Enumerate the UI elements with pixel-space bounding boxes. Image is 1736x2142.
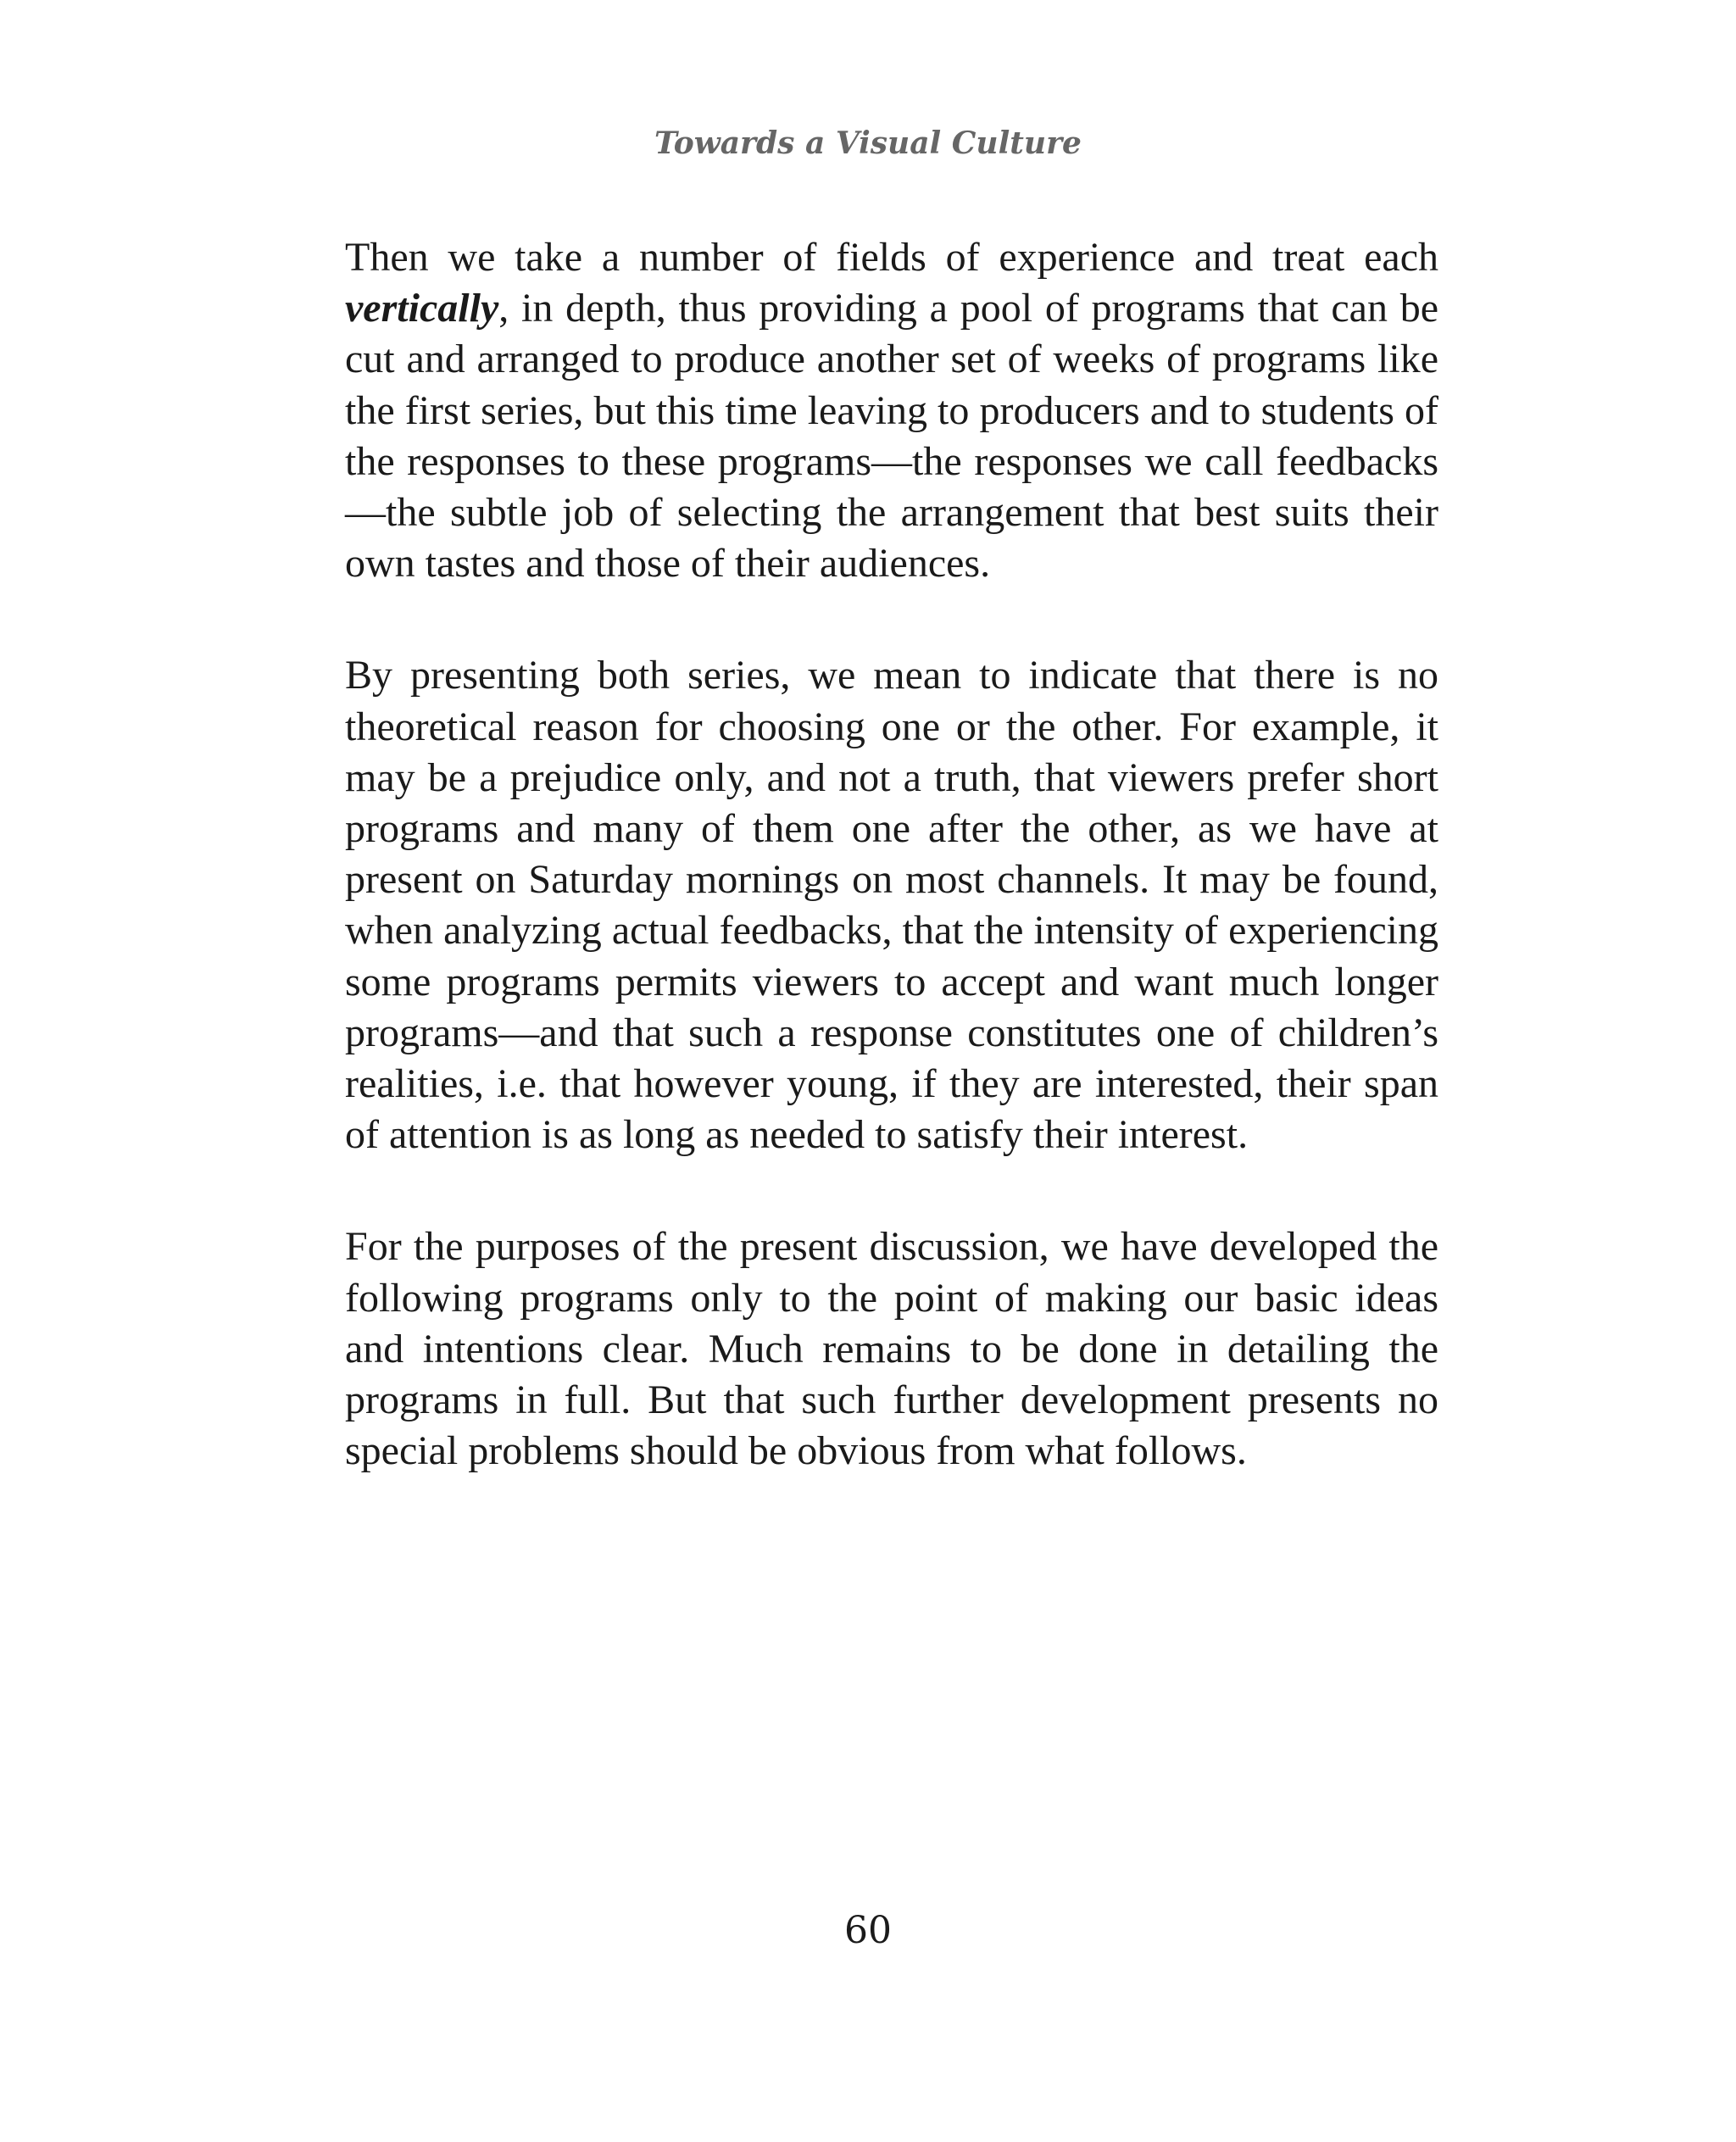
emphasized-word: vertically <box>345 286 499 331</box>
paragraph-1-rest: , in depth, thus providing a pool of programs that can be cut and arranged to produce another set of weeks of programs like the first series, but this time leaving to producers and to students of the responses to these programs—the responses we call feedbacks—the subtle job of selecting the arrangement that best suits their own tastes and those of their audiences. <box>345 286 1438 587</box>
page-number: 60 <box>844 1909 892 1952</box>
body-text <box>345 232 1438 1477</box>
paragraph-2: By presenting both series, we mean to indicate that there is no theoretical reason for choosing one or the other. For example, it may be a prejudice only, and not a truth, that viewers prefer short programs and many of them one after the other, as we have at present on Saturday mornings on most channels. It may be found, when analyzing actual feedbacks, that the intensity of experiencing some programs permits viewers to accept and want much longer programs—and that such a response constitutes one of children’s realities, i.e. that however young, if they are interested, their span of attention is as long as needed to satisfy their interest. <box>345 653 1438 1158</box>
paragraph-1-lead: Then we take a number of fields of experience and treat each <box>345 235 1438 280</box>
paragraph-3: For the purposes of the present discussion, we have developed the following programs only to the point of making our basic ideas and intentions clear. Much remains to be done in detailing the programs in full. But that such further development presents no special problems should be obvious from what follows. <box>345 1224 1438 1474</box>
running-head: Towards a Visual Culture <box>654 125 1082 161</box>
paragraph-1 <box>345 232 1438 589</box>
